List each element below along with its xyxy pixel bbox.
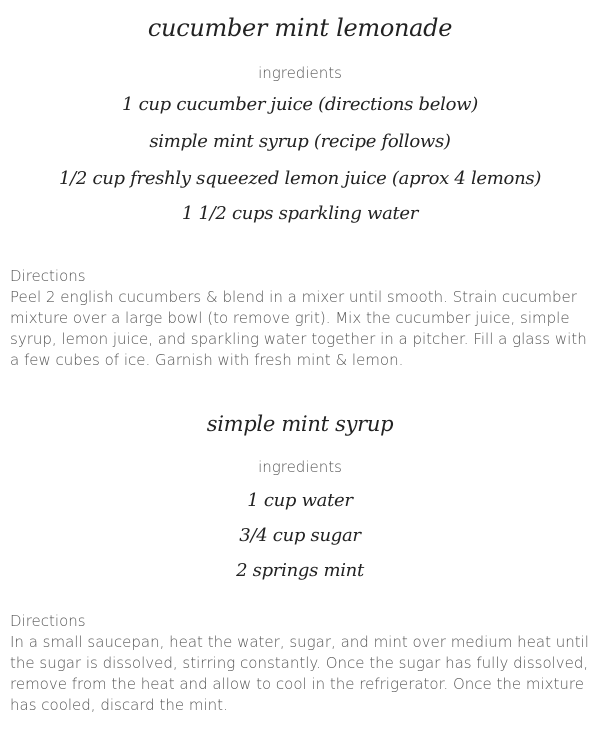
directions-section — [10, 611, 590, 716]
ingredient-item: 2 springs mint — [236, 560, 364, 581]
ingredient-item: 1 1/2 cups sparkling water — [181, 203, 419, 224]
ingredient-item: 3/4 cup sugar — [239, 525, 361, 546]
ingredient-item: 1/2 cup freshly squeezed lemon juice (aprox 4 lemons) — [58, 168, 542, 189]
ingredient-item: 1 cup cucumber juice (directions below) — [122, 94, 478, 115]
directions-heading: Directions — [10, 267, 86, 285]
recipe-title: simple mint syrup — [206, 412, 394, 436]
ingredients-heading: ingredients — [258, 64, 342, 82]
directions-heading: Directions — [10, 612, 86, 630]
ingredients-heading: ingredients — [258, 458, 342, 476]
directions-text: In a small saucepan, heat the water, sugar, and mint over medium heat until the sugar is dissolved, stirring constantly. Once the sugar has fully dissolved, remove from the heat and allow to cool in the refrigerator. Once the mixture has cooled, discard the mint. — [10, 633, 589, 714]
directions-text: Peel 2 english cucumbers & blend in a mixer until smooth. Strain cucumber mixture over a large bowl (to remove grit). Mix the cucumber juice, simple syrup, lemon juice, and sparkling water together in a pitcher. Fill a glass with a few cubes of ice. Garnish with fresh mint & lemon. — [10, 288, 587, 369]
ingredient-item: 1 cup water — [247, 490, 353, 511]
directions-section — [10, 266, 590, 371]
recipe-title: cucumber mint lemonade — [147, 14, 453, 42]
ingredient-item: simple mint syrup (recipe follows) — [149, 131, 451, 152]
